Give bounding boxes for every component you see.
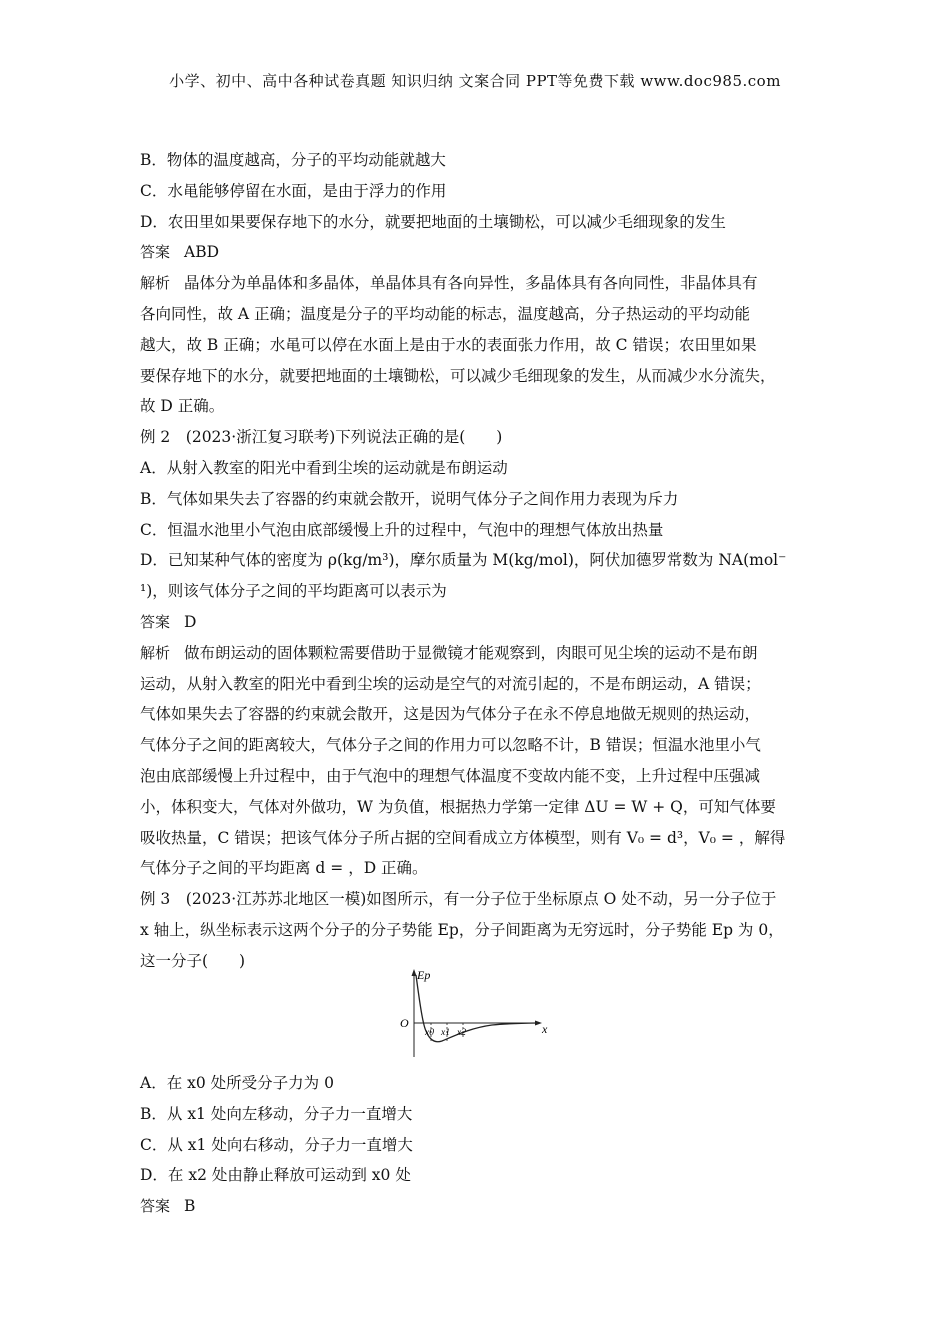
q2-analysis-line: 小，体积变大，气体对外做功，W 为负值，根据热力学第一定律 ΔU = W + Q，可知气体要 [140,797,776,816]
q1-answer-row [140,237,812,268]
q1-option-b: B．物体的温度越高，分子的平均动能就越大 [140,151,446,169]
q2-analysis-line: 运动，从射入教室的阳光中看到尘埃的运动是空气的对流引起的，不是布朗运动，A 错误； [140,674,761,693]
q2-option-c: C．恒温水池里小气泡由底部缓慢上升的过程中，气泡中的理想气体放出热量 [140,520,664,539]
answer-label: 答案 [140,612,171,631]
q1-option-c: C．水黾能够停留在水面，是由于浮力的作用 [140,181,447,200]
q2-option-d: D．已知某种气体的密度为 ρ(kg/m³)，摩尔质量为 M(kg/mol)，阿伏加德罗常数为 NA(mol⁻ [140,551,787,570]
q1-analysis-line: 解析 晶体分为单晶体和多晶体，单晶体具有各向异性，多晶体具有各向同性，非晶体具有 [140,274,758,293]
q3-option-b: B．从 x1 处向左移动，分子力一直增大 [140,1104,413,1123]
q3-option-d: D．在 x2 处由静止释放可运动到 x0 处 [140,1166,411,1185]
analysis-label: 解析 [140,643,171,662]
q3-options [140,1068,812,1222]
q2-answer: D [184,612,197,631]
q1-option-d: D．农田里如果要保存地下的水分，就要把地面的土壤锄松，可以减少毛细现象的发生 [140,212,726,231]
analysis-label: 解析 [140,274,171,293]
q2-answer-row [140,607,812,638]
x1-label: x1 [441,1028,450,1038]
q3-answer: B [184,1197,196,1216]
q3-title-cont: x 轴上，纵坐标表示这两个分子的分子势能 Ep，分子间距离为无穷远时，分子势能 Ep 为 0， [140,920,784,939]
y-axis-arrow [412,969,417,976]
q2-analysis-line: 气体分子之间的距离较大，气体分子之间的作用力可以忽略不计，B 错误；恒温水池里小气 [140,736,761,755]
q2-option-d-cont: ¹)，则该气体分子之间的平均距离可以表示为 [140,582,447,601]
q1-analysis-line: 越大，故 B 正确；水黾可以停在水面上是由于水的表面张力作用，故 C 错误；农田里如果 [140,335,757,354]
q3-option-c: C．从 x1 处向右移动，分子力一直增大 [140,1135,413,1154]
q2-title: 例 2 (2023·浙江复习联考)下列说法正确的是( ) [140,428,503,447]
q3-answer-row [140,1191,812,1222]
q1-analysis-line: 各向同性，故 A 正确；温度是分子的平均动能的标志，温度越高，分子热运动的平均动能 [140,304,751,323]
answer-label: 答案 [140,1197,171,1216]
x-axis-label: x [542,1022,548,1036]
q1-answer: ABD [184,243,220,262]
q3-title-cont: 这一分子( ) [140,951,246,970]
answer-label: 答案 [140,243,171,262]
y-axis-label: Ep [417,968,431,982]
energy-curve [416,975,537,1042]
q2-analysis-line: 气体分子之间的平均距离 d = ，D 正确。 [140,859,428,878]
page-header: 小学、初中、高中各种试卷真题 知识归纳 文案合同 PPT等免费下载 www.doc985.com [169,72,781,90]
q1-analysis-line: 故 D 正确。 [140,397,225,416]
q1-analysis-line: 要保存地下的水分，就要把地面的土壤锄松，可以减少毛细现象的发生，从而减少水分流失， [140,366,776,385]
origin-label: O [400,1016,409,1030]
q2-analysis-line: 气体如果失去了容器的约束就会散开，这是因为气体分子在永不停息地做无规则的热运动， [140,705,761,724]
q2-analysis-line: 泡由底部缓慢上升过程中，由于气泡中的理想气体温度不变故内能不变，上升过程中压强减 [140,766,761,785]
q2-option-a: A．从射入教室的阳光中看到尘埃的运动就是布朗运动 [140,458,508,477]
q2-analysis-line: 解析 做布朗运动的固体颗粒需要借助于显微镜才能观察到，肉眼可见尘埃的运动不是布朗 [140,643,758,662]
x0-label: x0 [425,1028,434,1038]
x2-label: x2 [457,1028,466,1038]
q3-option-a: A．在 x0 处所受分子力为 0 [140,1074,334,1092]
potential-energy-figure [392,965,552,1060]
document-body [140,145,812,977]
q2-analysis-line: 吸收热量，C 错误；把该气体分子所占据的空间看成立方体模型，则有 V₀ = d³，V₀ = ，解得 [140,828,786,847]
potential-energy-svg [392,965,552,1060]
q2-option-b: B．气体如果失去了容器的约束就会散开，说明气体分子之间作用力表现为斥力 [140,489,679,508]
q3-title: 例 3 (2023·江苏苏北地区一模)如图所示，有一分子位于坐标原点 O 处不动，另一分子位于 [140,890,777,909]
